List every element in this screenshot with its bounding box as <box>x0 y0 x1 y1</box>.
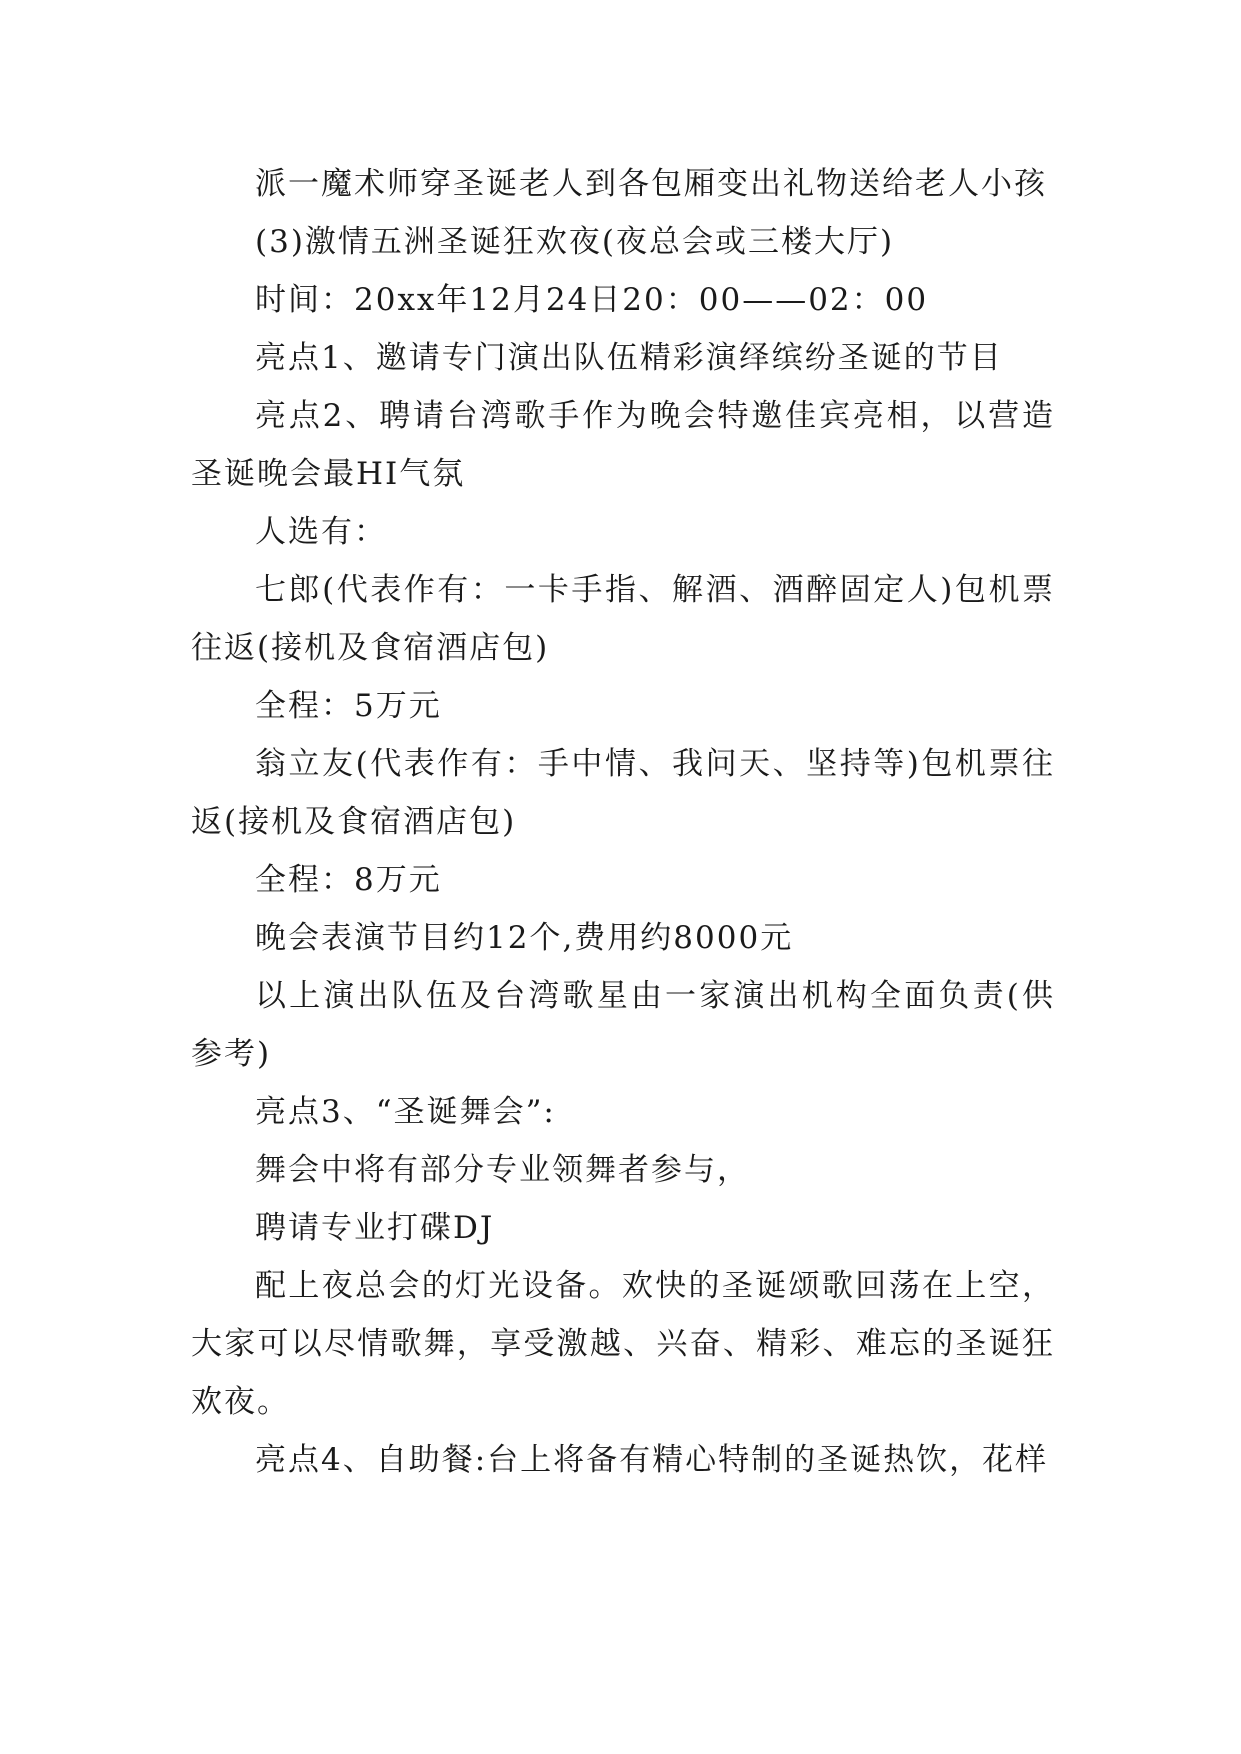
paragraph-lighting: 配上夜总会的灯光设备。欢快的圣诞颂歌回荡在上空，大家可以尽情歌舞，享受激越、兴奋、精彩、难忘的圣诞狂欢夜。 <box>191 1268 1055 1420</box>
paragraph-highlight-2: 亮点2、聘请台湾歌手作为晚会特邀佳宾亮相，以营造圣诞晚会最HI气氛 <box>191 398 1055 492</box>
paragraph-dj: 聘请专业打碟DJ <box>255 1210 495 1246</box>
paragraph-cost-qilang: 全程：5万元 <box>255 688 442 724</box>
paragraph-organizer: 以上演出队伍及台湾歌星由一家演出机构全面负责(供参考) <box>191 978 1055 1072</box>
paragraph-cost-wengliyou: 全程：8万元 <box>255 862 442 898</box>
paragraph-candidate-qilang: 七郎(代表作有：一卡手指、解酒、酒醉固定人)包机票往返(接机及食宿酒店包) <box>191 572 1055 666</box>
paragraph-highlight-4: 亮点4、自助餐:台上将备有精心特制的圣诞热饮，花样 <box>255 1442 1049 1478</box>
paragraph-dancers: 舞会中将有部分专业领舞者参与， <box>255 1152 750 1188</box>
paragraph-time: 时间：20xx年12月24日20：00——02：00 <box>255 282 929 318</box>
document-body <box>191 155 1055 1489</box>
paragraph-candidates: 人选有： <box>255 514 387 550</box>
paragraph-magician: 派一魔术师穿圣诞老人到各包厢变出礼物送给老人小孩 <box>255 166 1047 202</box>
paragraph-candidate-wengliyou: 翁立友(代表作有：手中情、我问天、坚持等)包机票往返(接机及食宿酒店包) <box>191 746 1055 840</box>
paragraph-highlight-3: 亮点3、“圣诞舞会”: <box>255 1094 556 1130</box>
paragraph-program-cost: 晚会表演节目约12个,费用约8000元 <box>255 920 794 956</box>
paragraph-highlight-1: 亮点1、邀请专门演出队伍精彩演绎缤纷圣诞的节目 <box>255 340 1003 376</box>
paragraph-section-heading: (3)激情五洲圣诞狂欢夜(夜总会或三楼大厅) <box>255 224 895 260</box>
